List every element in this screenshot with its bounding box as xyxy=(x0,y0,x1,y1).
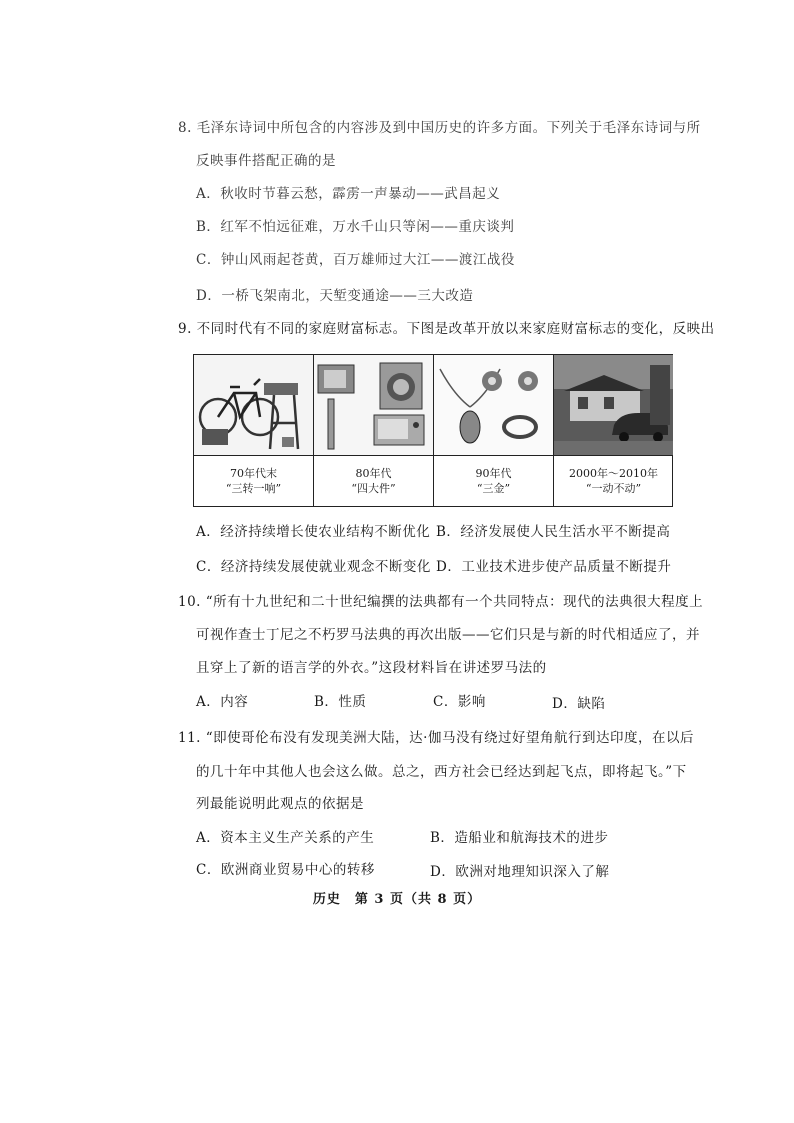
q10-option-d: D．缺陷 xyxy=(552,696,606,712)
q8-option-a: A．秋收时节暮云愁，霹雳一声暴动——武昌起义 xyxy=(196,186,501,202)
caption-90s xyxy=(434,456,553,506)
q11-option-b: B．造船业和航海技术的进步 xyxy=(430,830,609,846)
table-cell-70s xyxy=(194,355,314,506)
car-house-image xyxy=(554,355,673,456)
symbol-label: “一动不动” xyxy=(585,482,642,495)
symbol-label: “三转一响” xyxy=(225,482,282,495)
period-label: 70年代末 xyxy=(230,467,277,480)
q9-stem: 9. 不同时代有不同的家庭财富标志。下图是改革开放以来家庭财富标志的变化，反映出 xyxy=(178,321,715,337)
q10-stem-line3: 且穿上了新的语言学的外衣。”这段材料旨在讲述罗马法的 xyxy=(196,660,547,676)
appliances-image xyxy=(314,355,433,456)
caption-70s xyxy=(194,456,313,506)
q10-option-b: B．性质 xyxy=(314,694,367,710)
table-cell-2000s xyxy=(554,355,673,506)
caption-2000s xyxy=(554,456,673,506)
q11-stem-line1: 11. “即使哥伦布没有发现美洲大陆，达·伽马没有绕过好望角航行到达印度，在以后 xyxy=(178,730,694,746)
q9-option-a: A．经济持续增长使农业结构不断优化 xyxy=(196,524,431,540)
gold-jewelry-image xyxy=(434,355,553,456)
q10-stem-line2: 可视作查士丁尼之不朽罗马法典的再次出版——它们只是与新的时代相适应了，并 xyxy=(196,627,700,643)
q8-stem-line1: 8. 毛泽东诗词中所包含的内容涉及到中国历史的许多方面。下列关于毛泽东诗词与所 xyxy=(178,120,701,136)
q11-stem-line3: 列最能说明此观点的依据是 xyxy=(196,796,364,812)
q11-option-c: C．欧洲商业贸易中心的转移 xyxy=(196,862,375,878)
q8-option-d: D．一桥飞架南北，天堑变通途——三大改造 xyxy=(196,288,474,304)
q11-stem-line2: 的几十年中其他人也会这么做。总之，西方社会已经达到起飞点，即将起飞。”下 xyxy=(196,764,687,780)
q8-option-b: B．红军不怕远征难，万水千山只等闲——重庆谈判 xyxy=(196,219,515,235)
q11-option-a: A．资本主义生产关系的产生 xyxy=(196,830,375,846)
symbol-label: “四大件” xyxy=(351,482,396,495)
q10-option-a: A．内容 xyxy=(196,694,249,710)
q9-option-c: C．经济持续发展使就业观念不断变化 xyxy=(196,559,431,575)
wealth-symbol-table xyxy=(193,354,673,507)
q9-option-b: B．经济发展使人民生活水平不断提高 xyxy=(436,524,671,540)
q10-stem-line1: 10. “所有十九世纪和二十世纪编撰的法典都有一个共同特点：现代的法典很大程度上 xyxy=(178,594,704,610)
table-cell-90s xyxy=(434,355,554,506)
bicycle-sewing-machine-image xyxy=(194,355,313,456)
q8-stem-line2: 反映事件搭配正确的是 xyxy=(196,153,336,169)
q11-option-d: D．欧洲对地理知识深入了解 xyxy=(430,864,610,880)
symbol-label: “三金” xyxy=(476,482,511,495)
q8-option-c: C．钟山风雨起苍黄，百万雄师过大江——渡江战役 xyxy=(196,252,515,268)
q10-option-c: C．影响 xyxy=(433,694,486,710)
period-label: 2000年～2010年 xyxy=(569,467,658,480)
q9-option-d: D．工业技术进步使产品质量不断提升 xyxy=(436,559,672,575)
period-label: 90年代 xyxy=(475,467,512,480)
page-footer: 历史 第 3 页（共 8 页） xyxy=(312,892,482,907)
caption-80s xyxy=(314,456,433,506)
table-cell-80s xyxy=(314,355,434,506)
period-label: 80年代 xyxy=(355,467,392,480)
